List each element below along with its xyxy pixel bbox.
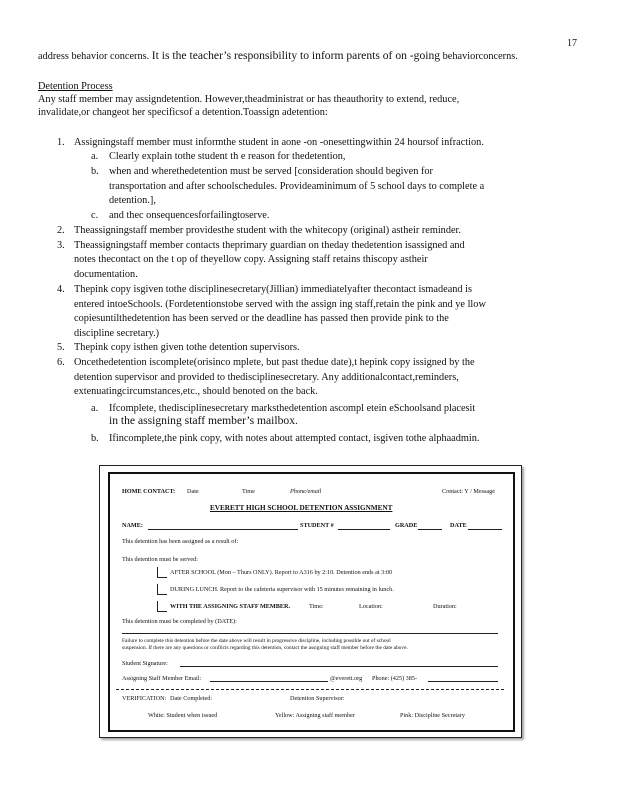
grade-line [418,529,442,530]
failure-notice-line-2: suspension. If there are any questions or conflicts regarding this detention, contact the assigning staff member before the date above. [122,645,408,651]
step-text: Theassigningstaff member contacts theprimary guardian on theday thedetention isassigned and [74,240,465,251]
continuation-right: behaviorconcerns. [440,51,518,62]
home-contact-label: HOME CONTACT: [122,488,176,495]
substep-letter: b. [91,166,99,177]
step-number: 4. [57,284,65,295]
substep-text: detention.], [109,195,156,206]
pink-copy-label: Pink: Discipline Secretary [400,712,465,719]
phone-label: Phone: (425) 385- [372,675,418,682]
completed-by-line [122,633,498,634]
staff-member-option: WITH THE ASSIGNING STAFF MEMBER. [170,603,291,610]
grade-label: GRADE [395,522,418,529]
time-label: Time [242,488,255,495]
step-text: copiesuntilthedetention has been served or the deadline has passed then provide pink to the [74,313,449,324]
student-signature-label: Student Signature: [122,660,168,667]
substep-text: Ifincomplete,the pink copy, with notes about attempted contact, isgiven tothe alphaadmin. [109,433,480,444]
signature-line [180,666,498,667]
after-school-option: AFTER SCHOOL (Mon – Thurs ONLY). Report to A316 by 2:10. Detention ends at 3:00 [170,569,393,576]
step-number: 5. [57,342,65,353]
detention-form-border [108,472,515,732]
yellow-copy-label: Yellow: Assigning staff member [275,712,355,719]
white-copy-label: White: Student when issued [148,712,218,719]
lunch-checkbox [157,584,167,595]
detention-form-image [99,465,522,738]
phone-email-label: Phone/email [290,488,322,495]
step-text: extenuatingcircumstances,etc., should benoted on the back. [74,386,318,397]
everett-domain: @everett.org [330,675,363,682]
completed-by-label: This detention must be completed by (DATE): [122,618,237,625]
failure-notice-line-1: Failure to complete this detention before the date above will result in progressive discipline, including possible out of school [122,638,391,644]
substep-text: transportation and after schoolschedules. Provideaminimum of 5 school days to complete a [109,181,485,192]
step-text: Thepink copy isthen given tothe detention supervisors. [74,342,300,353]
location-label: Location: [359,603,383,610]
substep-letter: a. [91,403,99,414]
lunch-option: DURING LUNCH. Report to the cafeteria supervisor with 15 minutes remaining in lunch. [170,586,394,593]
substep-letter: a. [91,151,99,162]
step-text: notes thecontact on the t op of theyellow copy. Assigning staff retains thiscopy astheir [74,254,428,265]
substep-letter: c. [91,210,99,221]
step-number: 6. [57,357,65,368]
date-line [468,529,502,530]
step-text: entered intoeSchools. (Fordetentionstobe served with the assign ing staff,retain the pink and ye llow [74,299,486,310]
intro-line-2: invalidate,or changeot her specificsof a detention.Toassign adetention: [38,107,328,118]
continuation-left: address behavior concerns. [38,51,152,62]
form-title: EVERETT HIGH SCHOOL DETENTION ASSIGNMENT [210,504,393,512]
continuation-line [38,49,518,63]
staff-email-label: Assigning Staff Member Email: [122,675,202,682]
staff-time-label: Time: [309,603,324,610]
step-number: 2. [57,225,65,236]
step-text: Oncethedetention iscomplete(orisinco mplete, but past thedue date),t hepink copy issigned by the [74,357,475,368]
phone-line [428,681,498,682]
page-number: 17 [567,38,577,49]
step-text: Theassigningstaff member providesthe student with the whitecopy (original) astheir reminder. [74,225,461,236]
step-number: 1. [57,137,65,148]
email-line [210,681,328,682]
form-divider [116,689,504,690]
intro-line-1: Any staff member may assigndetention. However,theadministrat or has theauthority to extend, reduce, [38,94,460,105]
continuation-emphasis: It is the teacher’s responsibility to inform parents of on -going [151,49,441,62]
verification-label: VERIFICATION: [122,695,167,702]
name-line [148,529,298,530]
duration-label: Duration: [433,603,457,610]
date-label: Date [187,488,199,495]
step-text: documentation. [74,269,138,280]
supervisor-label: Detention Supervisor: [290,695,345,702]
step-text: Thepink copy isgiven tothe disciplinesecretary(Jillian) immediatelyafter thecontact ismadeand is [74,284,473,295]
after-school-checkbox [157,567,167,578]
step-text: detention supervisor and provided to thedisciplinesecretary. Any additionalcontact,reminders, [74,372,459,383]
section-heading: Detention Process [38,81,113,92]
name-label: NAME: [122,522,143,529]
student-number-line [338,529,390,530]
assigned-result-label: This detention has been assigned as a result of: [122,538,239,545]
step-text: discipline secretary.) [74,328,160,339]
substep-text: Clearly explain tothe student th e reason for thedetention, [109,151,346,162]
student-number-label: STUDENT # [300,522,334,529]
substep-emphasis: in the assigning staff member’s mailbox. [109,414,298,427]
staff-member-checkbox [157,601,167,612]
contact-label: Contact: Y / Message [442,488,495,495]
date-field-label: DATE [450,522,467,529]
must-be-served-label: This detention must be served: [122,556,198,563]
substep-text: when and wherethedetention must be served [consideration should begiven for [109,166,433,177]
step-text: Assigningstaff member must informthe student in aone -on -onesettingwithin 24 hoursof infraction. [74,137,484,148]
substep-letter: b. [91,433,99,444]
substep-text: and thec onsequencesforfailingtoserve. [109,210,270,221]
date-completed-label: Date Completed: [170,695,213,702]
substep-text: Ifcomplete, thedisciplinesecretary marksthedetention ascompl etein eSchoolsand placesit [109,403,476,414]
step-number: 3. [57,240,65,251]
